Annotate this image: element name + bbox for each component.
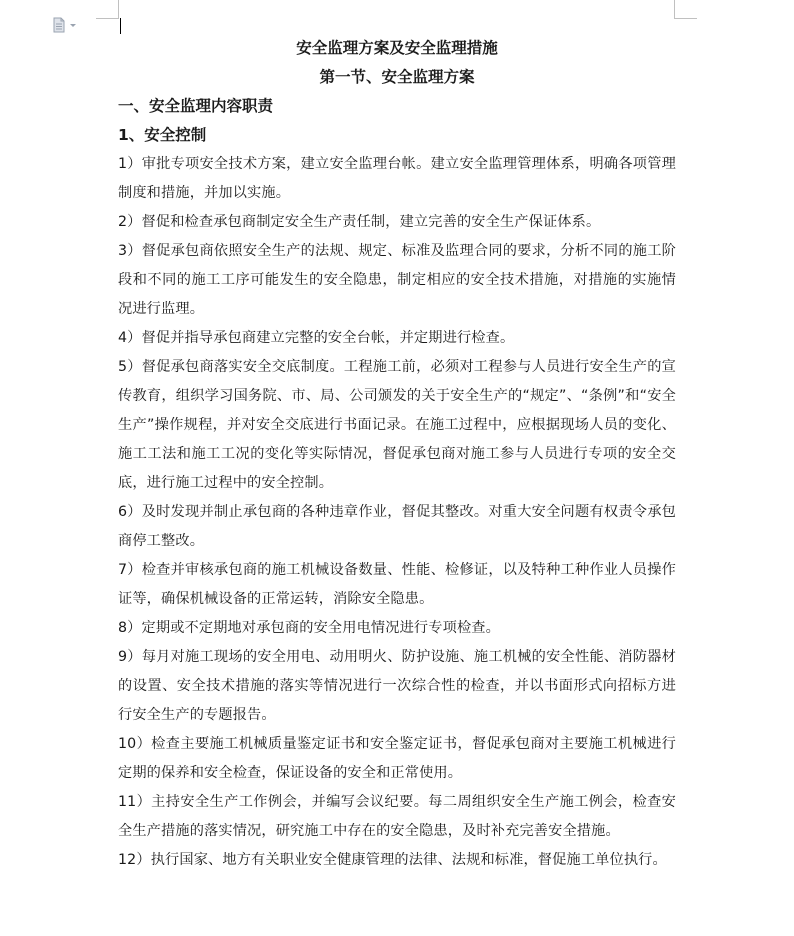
- paragraph-6: 6）及时发现并制止承包商的各种违章作业，督促其整改。对重大安全问题有权责令承包商停工整改。: [118, 504, 676, 549]
- paragraph-1: 1）审批专项安全技术方案，建立安全监理台帐。建立安全监理管理体系，明确各项管理制度和措施，并加以实施。: [118, 156, 676, 201]
- paragraph-3: 3）督促承包商依照安全生产的法规、规定、标准及监理合同的要求，分析不同的施工阶段和不同的施工工序可能发生的安全隐患，制定相应的安全技术措施，对措施的实施情况进行监理。: [118, 243, 676, 317]
- document-menu-button[interactable]: [52, 17, 80, 33]
- page-margin-mark-right: [674, 0, 697, 19]
- section-heading: 一、安全监理内容职责: [118, 97, 274, 115]
- paragraph-5: 5）督促承包商落实安全交底制度。工程施工前，必须对工程参与人员进行安全生产的宣传教育，组织学习国务院、市、局、公司颁发的关于安全生产的“规定”、“条例”和“安全生产”操作规程，并对安全交底进行书面记录。在施工过程中，应根据现场人员的变化、施工工法和施工工况的变化等实际情况，督促承包商对施工参与人员进行专项的安全交底，进行施工过程中的安全控制。: [118, 359, 676, 491]
- paragraph-7: 7）检查并审核承包商的施工机械设备数量、性能、检修证，以及特种工种作业人员操作证等，确保机械设备的正常运转，消除安全隐患。: [118, 562, 676, 607]
- chevron-down-icon: [70, 24, 76, 27]
- paragraph-10: 10）检查主要施工机械质量鉴定证书和安全鉴定证书，督促承包商对主要施工机械进行定期的保养和安全检查，保证设备的安全和正常使用。: [118, 736, 676, 781]
- paragraph-2: 2）督促和检查承包商制定安全生产责任制，建立完善的安全生产保证体系。: [118, 214, 601, 230]
- document-icon: [52, 17, 80, 33]
- document-body[interactable]: [118, 34, 676, 875]
- paragraph-12: 12）执行国家、地方有关职业安全健康管理的法律、法规和标准，督促施工单位执行。: [118, 852, 667, 868]
- paragraph-4: 4）督促并指导承包商建立完整的安全台帐，并定期进行检查。: [118, 330, 515, 346]
- paragraph-11: 11）主持安全生产工作例会，并编写会议纪要。每二周组织安全生产施工例会，检查安全生产措施的落实情况，研究施工中存在的安全隐患，及时补充完善安全措施。: [118, 794, 676, 839]
- page-margin-mark-left: [96, 0, 119, 19]
- document-title: 安全监理方案及安全监理措施: [296, 39, 498, 57]
- paragraph-9: 9）每月对施工现场的安全用电、动用明火、防护设施、施工机械的安全性能、消防器材的设置、安全技术措施的落实等情况进行一次综合性的检查，并以书面形式向招标方进行安全生产的专题报告。: [118, 649, 676, 723]
- paragraph-8: 8）定期或不定期地对承包商的安全用电情况进行专项检查。: [118, 620, 500, 636]
- subsection-heading: 1、安全控制: [118, 126, 207, 144]
- document-subtitle: 第一节、安全监理方案: [319, 68, 475, 86]
- text-cursor: [120, 18, 121, 34]
